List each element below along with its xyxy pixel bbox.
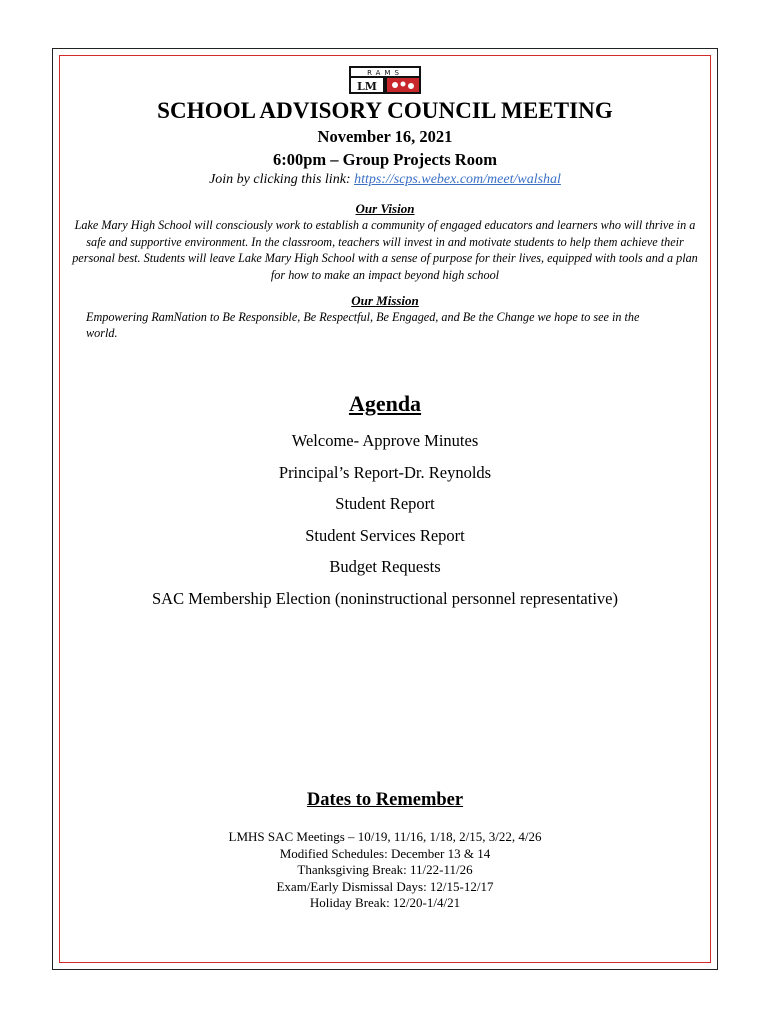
logo-banner-text: RAMS: [367, 69, 403, 77]
logo-letters-text: LM: [357, 80, 377, 93]
date-item: Thanksgiving Break: 11/22-11/26: [297, 862, 473, 877]
agenda-item: SAC Membership Election (noninstructional personnel representative): [151, 588, 618, 608]
agenda-item: Welcome- Approve Minutes: [291, 431, 479, 450]
agenda-title: Agenda: [348, 391, 422, 416]
mission-text: Empowering RamNation to Be Responsible, Be Respectful, Be Engaged, and Be the Change we hope to see in the world.: [86, 310, 640, 340]
agenda-item: Budget Requests: [329, 557, 441, 576]
meeting-date: November 16, 2021: [317, 127, 453, 146]
join-line: [60, 172, 710, 188]
date-item: LMHS SAC Meetings – 10/19, 11/16, 1/18, 2/15, 3/22, 4/26: [228, 829, 542, 844]
webex-link[interactable]: https://scps.webex.com/meet/walshal: [354, 172, 561, 187]
join-prefix: Join by clicking this link:: [209, 172, 355, 187]
date-item: Exam/Early Dismissal Days: 12/15-12/17: [276, 878, 494, 894]
date-item: Holiday Break: 12/20-1/4/21: [309, 895, 461, 910]
page-title: SCHOOL ADVISORY COUNCIL MEETING: [157, 98, 613, 123]
vision-text: Lake Mary High School will consciously work to establish a community of engaged educators and learners who will thrive in a safe and supportive environment. In the classroom, teachers will invest in and motivate students to help them achieve their personal best. Students will leave Lake Mary High School with a sense of purpose for their lives, equipped with tools and a plan for how to make an impact beyond high school: [72, 218, 698, 282]
date-item: Modified Schedules: December 13 & 14: [279, 845, 491, 861]
meeting-time-location: 6:00pm – Group Projects Room: [273, 150, 497, 169]
agenda-list: [60, 425, 710, 614]
mission-heading: Our Mission: [351, 293, 419, 308]
vision-heading: Our Vision: [355, 201, 415, 216]
document-page: [60, 60, 710, 912]
dates-list: [60, 829, 710, 912]
agenda-item: Student Report: [335, 494, 435, 513]
agenda-item: Student Services Report: [305, 525, 465, 545]
dates-title: Dates to Remember: [306, 790, 464, 810]
school-logo-icon: [349, 66, 421, 94]
agenda-item: Principal’s Report-Dr. Reynolds: [278, 462, 492, 482]
